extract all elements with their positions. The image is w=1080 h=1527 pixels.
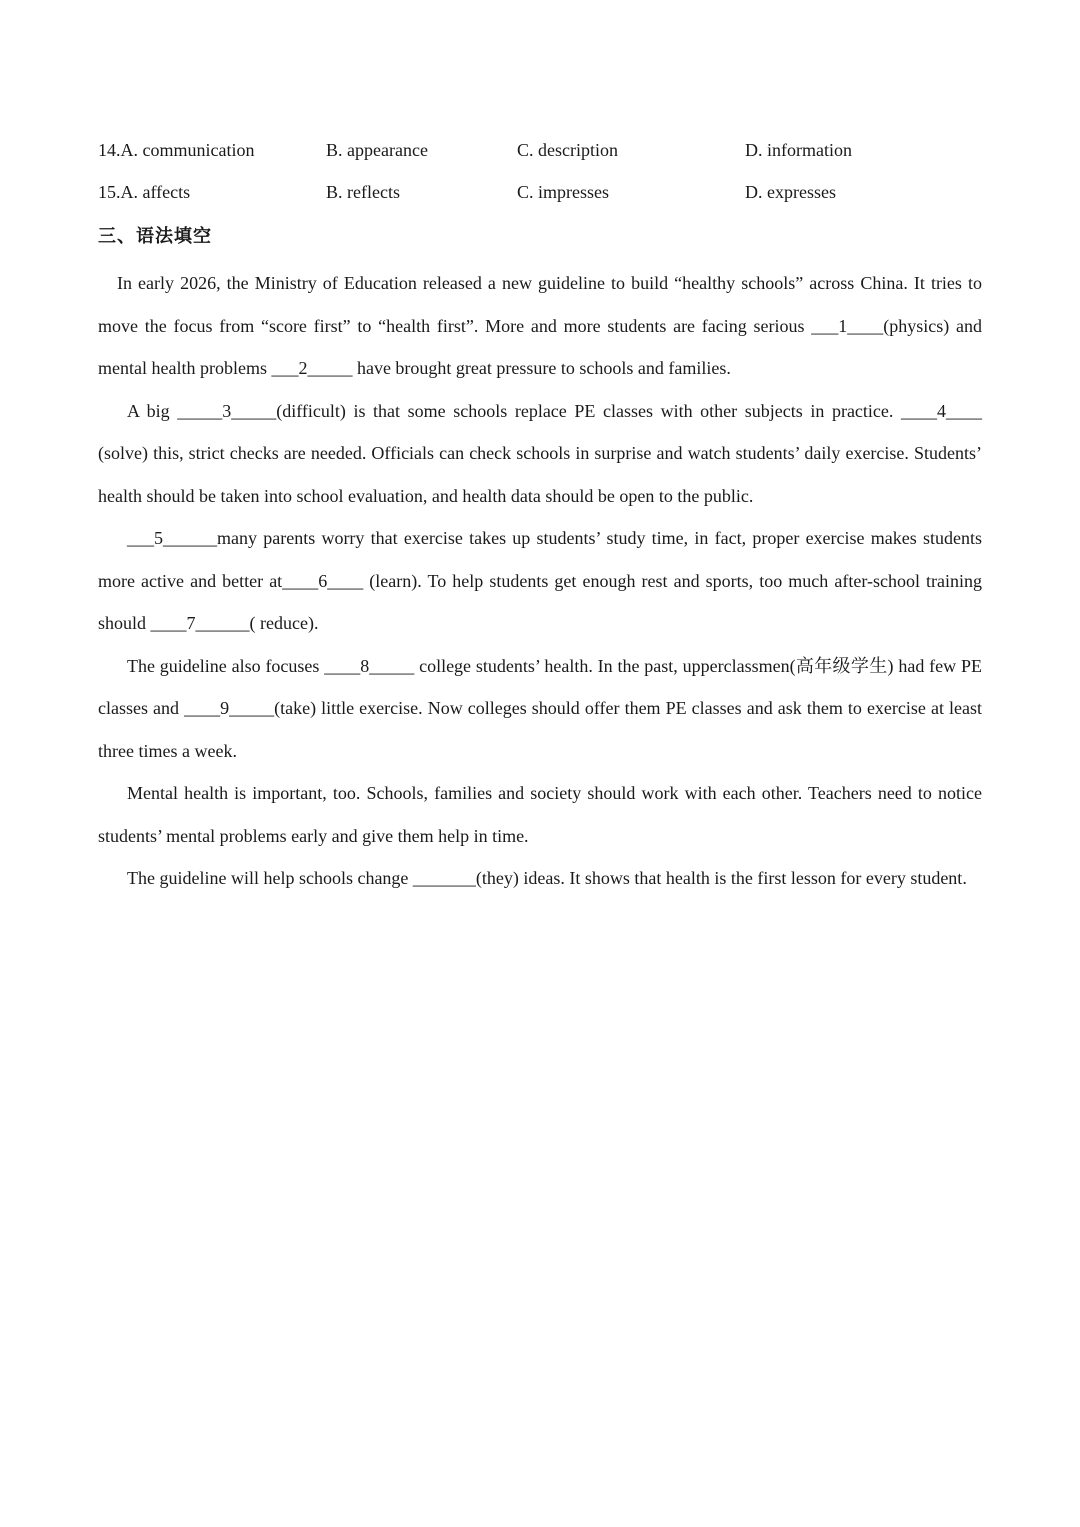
option-c: C. description [517, 140, 618, 160]
passage-paragraph: A big _____3_____(difficult) is that some schools replace PE classes with other subjects in practice. ____4____ (solve) this, strict checks are needed. Officials can check schools in surprise and watch students’ daily exercise. Students’ health should be taken into school evaluation, and health data should be open to the public. [98, 400, 982, 506]
option-d: D. information [745, 140, 852, 160]
option-b: B. appearance [326, 140, 428, 160]
passage-paragraph: In early 2026, the Ministry of Education released a new guideline to build “healthy schools” across China. It tries to move the focus from “score first” to “health first”. More and more students are facing serious ___1____(physics) and mental health problems ___2_____ have brought great pressure to schools and families. [98, 273, 982, 378]
grammar-passage [98, 262, 982, 900]
option-d: D. expresses [745, 182, 836, 202]
question-14-options [0, 140, 1080, 170]
passage-paragraph: ___5______many parents worry that exercise takes up students’ study time, in fact, proper exercise makes students more active and better at____6____ (learn). To help students get enough rest and sports, too much after-school training should ____7______( reduce). [98, 528, 982, 633]
option-a: 14.A. communication [98, 140, 255, 160]
question-15-options [0, 182, 1080, 212]
passage-paragraph: Mental health is important, too. Schools, families and society should work with each other. Teachers need to notice students’ mental problems early and give them help in time. [98, 783, 982, 846]
option-a: 15.A. affects [98, 182, 191, 202]
option-c: C. impresses [517, 182, 609, 202]
passage-paragraph: The guideline will help schools change _______(they) ideas. It shows that health is the first lesson for every student. [127, 868, 967, 888]
section-title: 三、语法填空 [98, 226, 212, 247]
passage-paragraph: The guideline also focuses ____8_____ college students’ health. In the past, upperclassmen(高年级学生) had few PE classes and ____9_____(take) little exercise. Now colleges should offer them PE classes and ask them to exercise at least three times a week. [98, 655, 982, 761]
option-b: B. reflects [326, 182, 400, 202]
